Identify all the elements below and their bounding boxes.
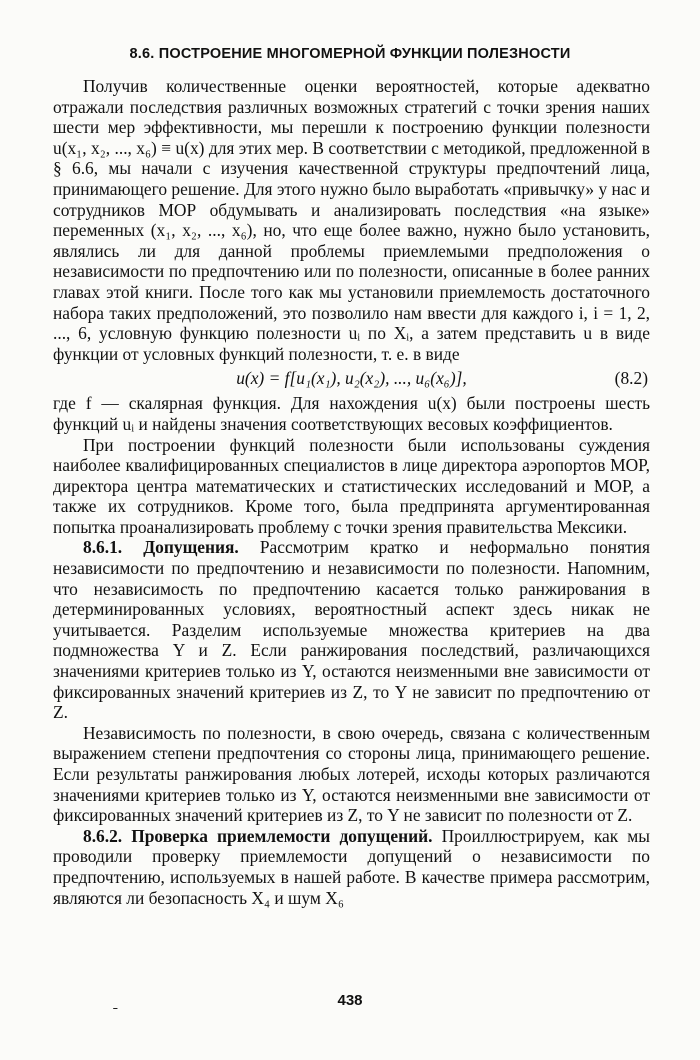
subsection-8-6-1-text: Рассмотрим кратко и неформально понятия независимости по предпочтению и независимости по полезности. Напомним, что независимость по предпочтению касается только ранжирования в детерминированных условиях, вероятностный аспект здесь никак не учитывается. Разделим используемые множества критериев на два подмножества Y и Z. Если ранжирования последствий, различающихся значениями критериев только из Y, остаются неизменными вне зависимости от фиксированных значений критериев из Z, то Y не зависит по предпочтению от Z.: [53, 537, 650, 723]
paragraph-3: Независимость по полезности, в свою очередь, связана с количественным выражением степени предпочтения со стороны лица, принимающего решение. Если результаты ранжирования любых лотерей, исходы которых различаются значениями критериев только из Y, остаются неизменными вне зависимости от фиксированных значений критериев из Z, то Y не зависит по полезности от Z.: [53, 722, 650, 826]
paragraph-1: Получив количественные оценки вероятностей, которые адекватно отражали последствия различных возможных стратегий с точки зрения наших шести мер эффективности, мы перешли к построению функции полезности u(x₁, x₂, ..., x₆) ≡ u(x) для этих мер. В соответствии с методикой, предложенной в § 6.6, мы начали с изучения качественной структуры предпочтений лица, принимающего решение. Для этого нужно было выработать «привычку» у нас и сотрудников МОР обдумывать и анализировать последствия «на языке» переменных (x₁, x₂, ..., x₆), но, что еще более важно, нужно было установить, являлись ли для данной проблемы приемлемыми предположения о независимости по предпочтению или по полезности, описанные в более ранних главах этой книги. После того как мы установили приемлемость достаточного набора таких предположений, это позволило нам ввести для каждого i, i = 1, 2, ..., 6, условную функцию полезности uᵢ по Xᵢ, а затем представить u в виде функции от условных функций полезности, т. е. в виде: [53, 76, 650, 364]
footer-mark: ˗: [113, 998, 118, 1014]
subsection-8-6-1: [53, 537, 650, 722]
subsection-8-6-2-text: Проиллюстрируем, как мы проводили проверку приемлемости допущений о независимости по предпочтению, используемых в нашей работе. В качестве примера рассмотрим, являются ли безопасность X₄ и шум X₆: [53, 825, 650, 908]
body-text: [53, 76, 650, 908]
subsection-8-6-1-heading: 8.6.1. Допущения.: [83, 537, 239, 558]
equation-number: (8.2): [614, 368, 648, 389]
paragraph-2: При построении функций полезности были использованы суждения наиболее квалифицированных специалистов в лице директора аэропортов МОР, директора центра математических и статистических исследований и МОР, а также их сотрудников. Кроме того, была предпринята аргументированная попытка проанализировать проблему с точки зрения правительства Мексики.: [53, 434, 650, 537]
formula-expression: u(x) = f[u₁(x₁), u₂(x₂), ..., u₆(x₆)],: [236, 368, 467, 389]
section-title: 8.6. ПОСТРОЕНИЕ МНОГОМЕРНОЙ ФУНКЦИИ ПОЛЕЗНОСТИ: [129, 46, 571, 62]
paragraph-1-continued: где f — скалярная функция. Для нахождения u(x) были построены шесть функций uᵢ и найдены значения соответствующих весовых коэффициентов.: [53, 393, 650, 434]
formula-8-2: [53, 368, 650, 390]
subsection-8-6-2-heading: 8.6.2. Проверка приемлемости допущений.: [83, 825, 433, 846]
subsection-8-6-2: [53, 826, 650, 908]
page-number: 438: [337, 992, 363, 1009]
